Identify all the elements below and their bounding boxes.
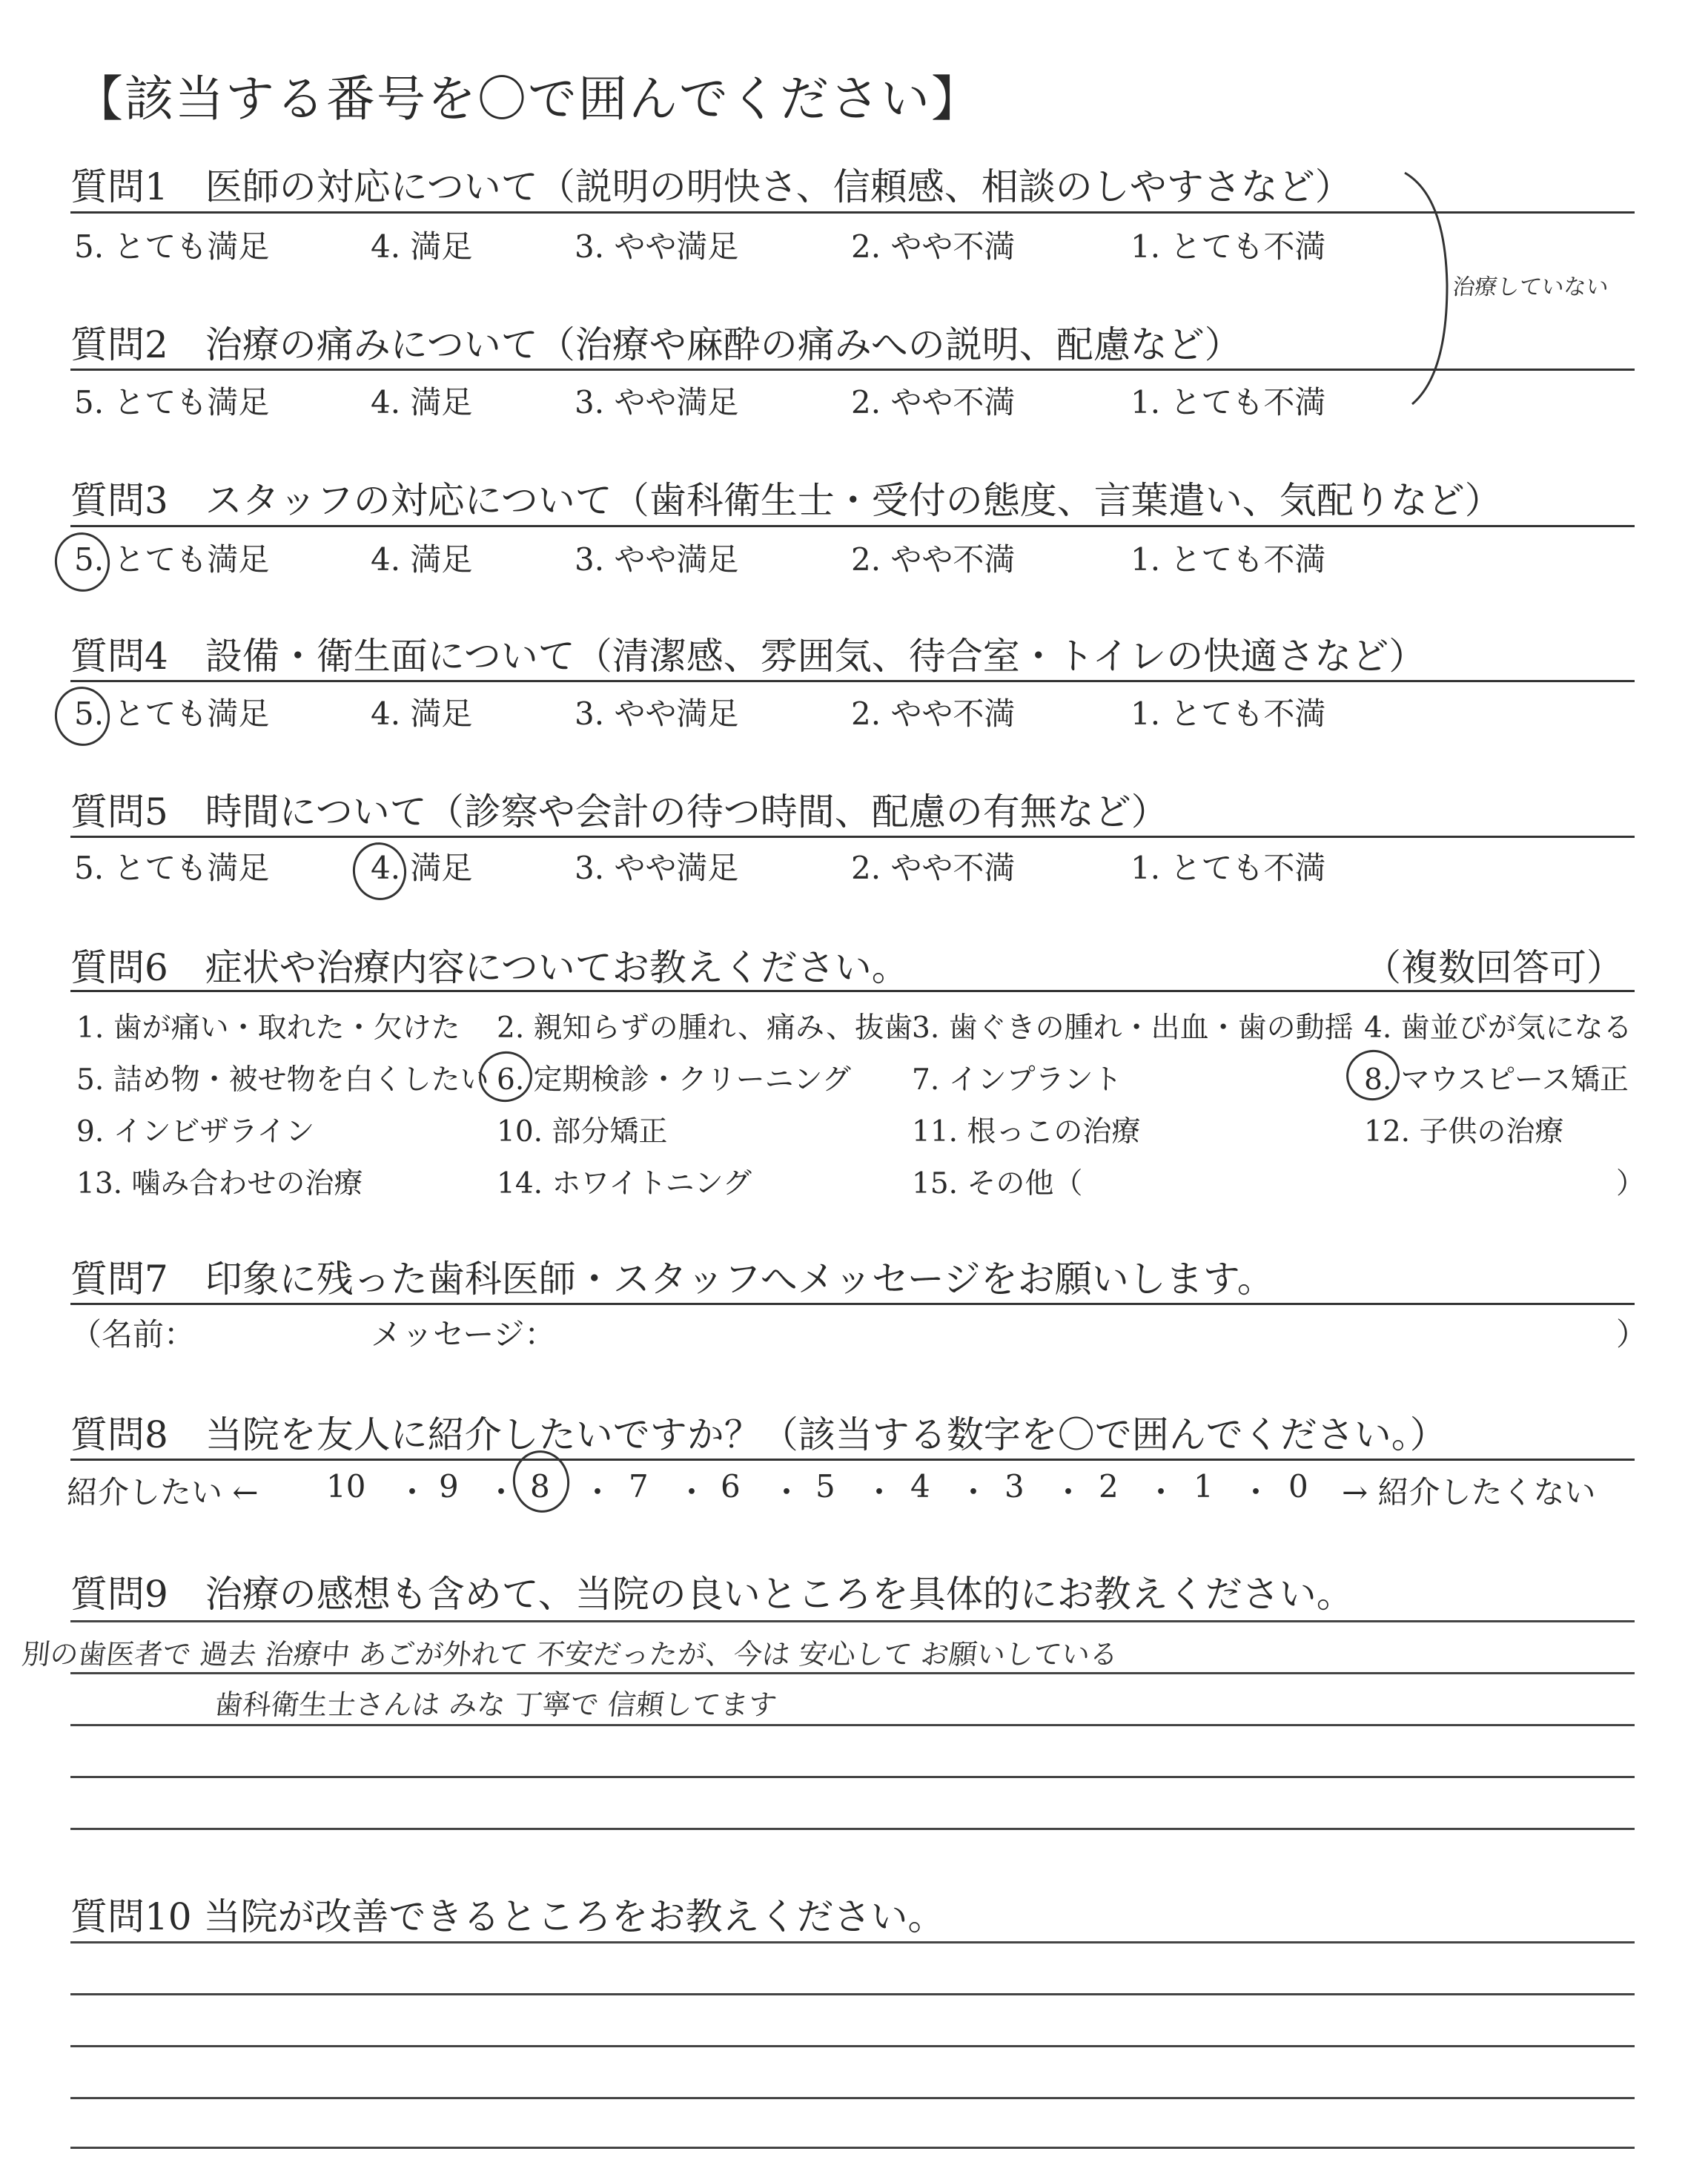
q3-heading: 質問3 スタッフの対応について（歯科衛生士・受付の態度、言葉遣い、気配りなど） xyxy=(70,479,1502,522)
q6-multi-note: （複数回答可） xyxy=(1364,946,1623,989)
q2-option-1[interactable]: 1. とても不満 xyxy=(1131,384,1326,420)
q7-message-label: メッセージ： xyxy=(371,1316,556,1353)
q6-option-10[interactable]: 10. 部分矯正 xyxy=(497,1115,668,1149)
q6-option-3[interactable]: 3. 歯ぐきの腫れ・出血・歯の動揺 xyxy=(912,1011,1354,1045)
q4-option-2[interactable]: 2. やや不満 xyxy=(851,696,1016,732)
q6-rule xyxy=(70,990,1635,992)
q8-scale-dot: ・ xyxy=(397,1474,428,1510)
q10-answer-line xyxy=(70,2045,1635,2047)
q1-option-2[interactable]: 2. やや不満 xyxy=(851,228,1016,265)
q6-option-8[interactable]: 8. マウスピース矯正 xyxy=(1364,1063,1629,1097)
q6-option-12[interactable]: 12. 子供の治療 xyxy=(1364,1115,1564,1149)
q3-rule xyxy=(70,525,1635,527)
q9-answer-line xyxy=(70,1828,1635,1830)
q8-scale-4[interactable]: 4 xyxy=(910,1468,930,1505)
q6-option-1[interactable]: 1. 歯が痛い・取れた・欠けた xyxy=(76,1011,460,1045)
q2-option-2[interactable]: 2. やや不満 xyxy=(851,384,1016,420)
q6-option-13[interactable]: 13. 噛み合わせの治療 xyxy=(76,1167,363,1200)
q7-name-label: （名前： xyxy=(70,1316,196,1353)
q7-heading: 質問7 印象に残った歯科医師・スタッフへメッセージをお願いします。 xyxy=(70,1258,1274,1301)
q1-option-5[interactable]: 5. とても満足 xyxy=(74,228,270,265)
q4-heading: 質問4 設備・衛生面について（清潔感、雰囲気、待合室・トイレの快適さなど） xyxy=(70,635,1426,678)
page-title: 【該当する番号を〇で囲んでください】 xyxy=(74,70,982,128)
q3-option-5[interactable]: 5. とても満足 xyxy=(74,541,270,578)
q7-close-paren: ） xyxy=(1616,1316,1648,1353)
q10-heading: 質問10 当院が改善できるところをお教えください。 xyxy=(70,1895,945,1938)
q6-option-11[interactable]: 11. 根っこの治療 xyxy=(912,1115,1141,1149)
q3-option-3[interactable]: 3. やや満足 xyxy=(575,541,739,578)
q6-other-close-paren: ） xyxy=(1616,1167,1646,1200)
q2-option-5[interactable]: 5. とても満足 xyxy=(74,384,270,420)
q6-option-7[interactable]: 7. インプラント xyxy=(912,1063,1122,1097)
q10-answer-line xyxy=(70,1993,1635,1995)
q4-option-1[interactable]: 1. とても不満 xyxy=(1131,696,1326,732)
q10-answer-line xyxy=(70,1941,1635,1943)
q6-option-5[interactable]: 5. 詰め物・被せ物を白くしたい xyxy=(76,1063,489,1097)
q8-scale-3[interactable]: 3 xyxy=(1004,1468,1025,1505)
q6-option-2[interactable]: 2. 親知らずの腫れ、痛み、抜歯 xyxy=(497,1011,913,1045)
q8-scale-dot: ・ xyxy=(771,1474,803,1510)
q1-option-4[interactable]: 4. 満足 xyxy=(371,228,473,265)
q8-rule xyxy=(70,1459,1635,1461)
q8-scale-6[interactable]: 6 xyxy=(721,1468,741,1505)
q9-answer-line xyxy=(70,1672,1635,1674)
q8-scale-9[interactable]: 9 xyxy=(439,1468,459,1505)
q6-option-14[interactable]: 14. ホワイトニング xyxy=(497,1167,752,1200)
q5-option-4[interactable]: 4. 満足 xyxy=(371,850,473,886)
q10-answer-line xyxy=(70,2097,1635,2099)
q8-scale-0[interactable]: 0 xyxy=(1288,1468,1308,1505)
q8-scale-8[interactable]: 8 xyxy=(530,1468,550,1505)
q3-option-1[interactable]: 1. とても不満 xyxy=(1131,541,1326,578)
q8-scale-7[interactable]: 7 xyxy=(629,1468,649,1505)
q9-heading: 質問9 治療の感想も含めて、当院の良いところを具体的にお教えください。 xyxy=(70,1573,1354,1616)
q8-scale-dot: ・ xyxy=(864,1474,896,1510)
q2-option-3[interactable]: 3. やや満足 xyxy=(575,384,739,420)
q1-option-1[interactable]: 1. とても不満 xyxy=(1131,228,1326,265)
q8-heading: 質問8 当院を友人に紹介したいですか？（該当する数字を〇で囲んでください。） xyxy=(70,1413,1447,1456)
q7-rule xyxy=(70,1303,1635,1305)
q3-option-2[interactable]: 2. やや不満 xyxy=(851,541,1016,578)
q5-option-3[interactable]: 3. やや満足 xyxy=(575,850,739,886)
q2-heading: 質問2 治療の痛みについて（治療や麻酔の痛みへの説明、配慮など） xyxy=(70,323,1242,366)
q9-answer-line xyxy=(70,1620,1635,1622)
q4-option-5[interactable]: 5. とても満足 xyxy=(74,696,270,732)
q6-heading: 質問6 症状や治療内容についてお教えください。 xyxy=(70,946,909,989)
q9-answer-line xyxy=(70,1776,1635,1778)
q8-scale-dot: ・ xyxy=(582,1474,614,1510)
q8-left-label: 紹介したい ← xyxy=(67,1474,259,1510)
q8-scale-dot: ・ xyxy=(676,1474,708,1510)
q8-scale-dot: ・ xyxy=(1145,1474,1177,1510)
q6-option-6[interactable]: 6. 定期検診・クリーニング xyxy=(497,1063,851,1097)
q1-option-3[interactable]: 3. やや満足 xyxy=(575,228,739,265)
q5-heading: 質問5 時間について（診察や会計の待つ時間、配慮の有無など） xyxy=(70,790,1168,833)
q5-option-5[interactable]: 5. とても満足 xyxy=(74,850,270,886)
q5-option-2[interactable]: 2. やや不満 xyxy=(851,850,1016,886)
q8-scale-1[interactable]: 1 xyxy=(1194,1468,1214,1505)
q4-rule xyxy=(70,680,1635,682)
q4-option-4[interactable]: 4. 満足 xyxy=(371,696,473,732)
q9-answer-line xyxy=(70,1724,1635,1726)
q10-answer-line xyxy=(70,2147,1635,2149)
q8-scale-dot: ・ xyxy=(1053,1474,1085,1510)
q5-option-1[interactable]: 1. とても不満 xyxy=(1131,850,1326,886)
q3-option-4[interactable]: 4. 満足 xyxy=(371,541,473,578)
q4-option-3[interactable]: 3. やや満足 xyxy=(575,696,739,732)
q6-option-9[interactable]: 9. インビザライン xyxy=(76,1115,315,1149)
q2-option-4[interactable]: 4. 満足 xyxy=(371,384,473,420)
q8-scale-dot: ・ xyxy=(958,1474,990,1510)
q8-right-label: → 紹介したくない xyxy=(1342,1474,1596,1510)
q5-rule xyxy=(70,836,1635,838)
q9-handwritten-answer-2: 歯科衛生士さんは みな 丁寧で 信頼してます xyxy=(213,1688,779,1721)
q8-scale-10[interactable]: 10 xyxy=(326,1468,366,1505)
q8-scale-5[interactable]: 5 xyxy=(815,1468,835,1505)
q8-scale-2[interactable]: 2 xyxy=(1099,1468,1119,1505)
q6-option-15[interactable]: 15. その他（ xyxy=(912,1167,1083,1200)
q8-scale-dot: ・ xyxy=(1240,1474,1272,1510)
q1-heading: 質問1 医師の対応について（説明の明快さ、信頼感、相談のしやすさなど） xyxy=(70,165,1352,208)
q6-option-4[interactable]: 4. 歯並びが気になる xyxy=(1364,1011,1632,1045)
handwritten-note: 治療していない xyxy=(1451,274,1610,300)
q8-scale-dot: ・ xyxy=(486,1474,517,1510)
q9-handwritten-answer-1: 別の歯医者で 過去 治療中 あごが外れて 不安だったが、今は 安心して お願いしている xyxy=(20,1638,1120,1671)
